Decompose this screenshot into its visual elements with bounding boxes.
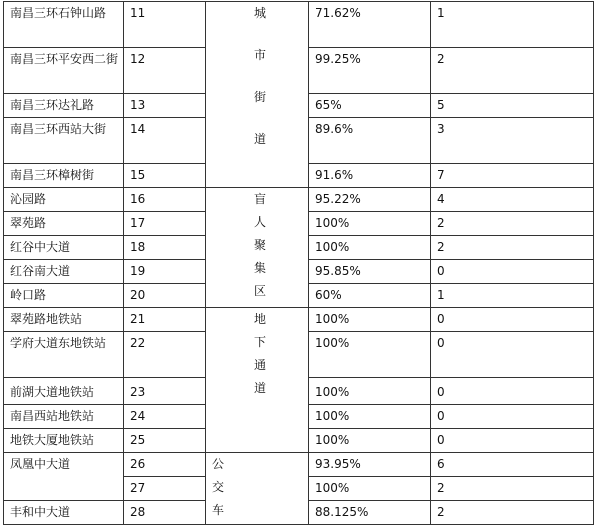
road-name: 南昌三环平安西二街 <box>4 48 124 94</box>
table-row <box>4 308 594 332</box>
road-name: 凤凰中大道 <box>4 453 124 501</box>
count-value: 7 <box>431 164 594 188</box>
completion-rate: 71.62% <box>309 2 431 48</box>
completion-rate: 100% <box>309 308 431 332</box>
count-value: 2 <box>431 48 594 94</box>
completion-rate: 89.6% <box>309 118 431 164</box>
completion-rate: 100% <box>309 332 431 378</box>
road-name: 红谷中大道 <box>4 236 124 260</box>
completion-rate: 60% <box>309 284 431 308</box>
item-number: 19 <box>124 260 206 284</box>
item-number: 24 <box>124 405 206 429</box>
item-number: 28 <box>124 501 206 525</box>
category-char: 区 <box>254 284 267 298</box>
count-value: 1 <box>431 2 594 48</box>
category-char: 街 <box>254 90 267 104</box>
count-value: 2 <box>431 212 594 236</box>
item-number: 25 <box>124 429 206 453</box>
category-city-street <box>206 2 309 188</box>
road-name: 南昌西站地铁站 <box>4 405 124 429</box>
road-name: 学府大道东地铁站 <box>4 332 124 378</box>
category-underpass <box>206 308 309 453</box>
item-number: 26 <box>124 453 206 477</box>
item-number: 20 <box>124 284 206 308</box>
category-char: 地 <box>254 312 267 326</box>
completion-rate: 95.85% <box>309 260 431 284</box>
completion-rate: 99.25% <box>309 48 431 94</box>
category-char: 市 <box>254 48 267 62</box>
completion-rate: 88.125% <box>309 501 431 525</box>
category-char: 集 <box>254 261 267 275</box>
category-char: 人 <box>254 215 267 229</box>
item-number: 21 <box>124 308 206 332</box>
count-value: 0 <box>431 260 594 284</box>
road-name: 地铁大厦地铁站 <box>4 429 124 453</box>
completion-rate: 65% <box>309 94 431 118</box>
road-name: 南昌三环达礼路 <box>4 94 124 118</box>
category-bus <box>206 453 309 525</box>
item-number: 23 <box>124 378 206 405</box>
count-value: 2 <box>431 477 594 501</box>
category-char: 聚 <box>254 238 267 252</box>
road-name: 翠苑路 <box>4 212 124 236</box>
item-number: 13 <box>124 94 206 118</box>
road-name: 红谷南大道 <box>4 260 124 284</box>
road-name: 岭口路 <box>4 284 124 308</box>
category-char: 道 <box>254 132 267 146</box>
count-value: 0 <box>431 405 594 429</box>
completion-rate: 91.6% <box>309 164 431 188</box>
road-name: 沁园路 <box>4 188 124 212</box>
item-number: 14 <box>124 118 206 164</box>
table-row <box>4 2 594 48</box>
count-value: 2 <box>431 501 594 525</box>
count-value: 3 <box>431 118 594 164</box>
count-value: 6 <box>431 453 594 477</box>
category-char: 城 <box>254 6 267 20</box>
category-char: 道 <box>254 381 267 395</box>
completion-rate: 100% <box>309 429 431 453</box>
count-value: 0 <box>431 378 594 405</box>
item-number: 27 <box>124 477 206 501</box>
table-row <box>4 453 594 477</box>
road-name: 南昌三环西站大街 <box>4 118 124 164</box>
road-name: 南昌三环樟树街 <box>4 164 124 188</box>
completion-rate: 100% <box>309 477 431 501</box>
completion-rate: 100% <box>309 212 431 236</box>
category-char: 交 <box>212 480 225 494</box>
category-char: 公 <box>212 457 225 471</box>
category-char: 盲 <box>254 192 267 206</box>
category-blind-area <box>206 188 309 308</box>
count-value: 0 <box>431 429 594 453</box>
count-value: 1 <box>431 284 594 308</box>
table-row <box>4 188 594 212</box>
completion-rate: 93.95% <box>309 453 431 477</box>
category-char: 通 <box>254 358 267 372</box>
item-number: 12 <box>124 48 206 94</box>
data-table <box>3 1 594 525</box>
item-number: 11 <box>124 2 206 48</box>
completion-rate: 100% <box>309 236 431 260</box>
completion-rate: 100% <box>309 405 431 429</box>
completion-rate: 95.22% <box>309 188 431 212</box>
count-value: 4 <box>431 188 594 212</box>
item-number: 16 <box>124 188 206 212</box>
road-name: 南昌三环石钟山路 <box>4 2 124 48</box>
item-number: 18 <box>124 236 206 260</box>
item-number: 15 <box>124 164 206 188</box>
road-name: 丰和中大道 <box>4 501 124 525</box>
item-number: 17 <box>124 212 206 236</box>
road-name: 翠苑路地铁站 <box>4 308 124 332</box>
completion-rate: 100% <box>309 378 431 405</box>
count-value: 0 <box>431 308 594 332</box>
count-value: 5 <box>431 94 594 118</box>
count-value: 2 <box>431 236 594 260</box>
item-number: 22 <box>124 332 206 378</box>
category-char: 车 <box>212 503 225 517</box>
count-value: 0 <box>431 332 594 378</box>
road-name: 前湖大道地铁站 <box>4 378 124 405</box>
category-char: 下 <box>254 335 267 349</box>
